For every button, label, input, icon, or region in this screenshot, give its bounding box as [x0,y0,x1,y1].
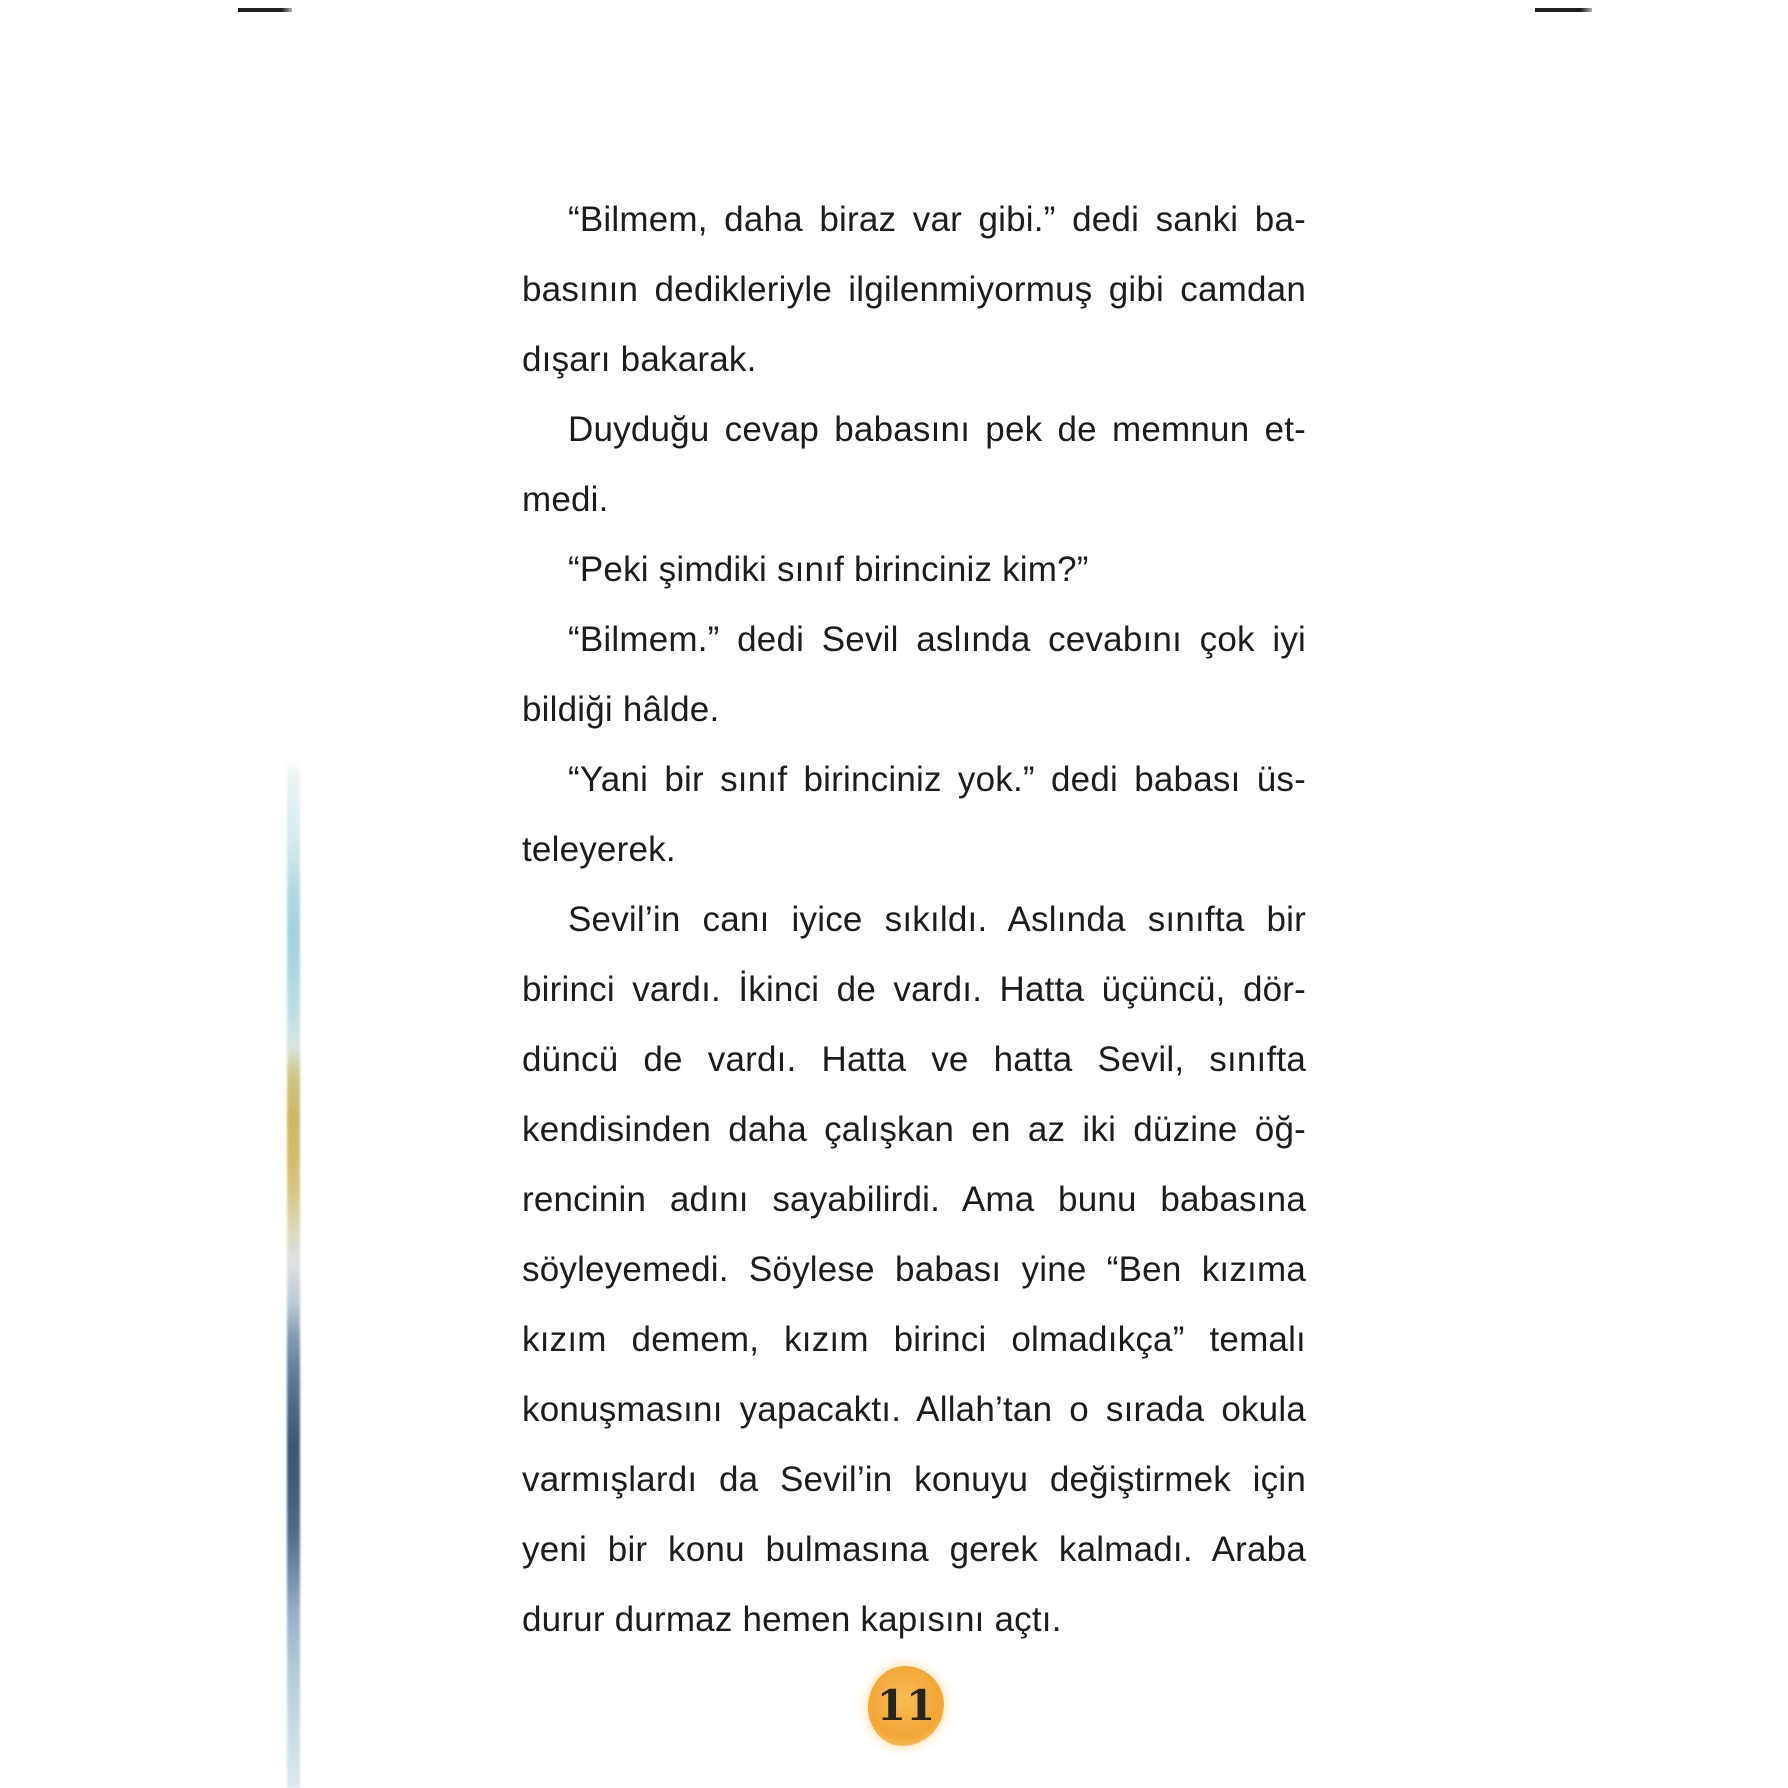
text-line: basının dedikleriyle ilgilenmiyormuş gibi camdan [522,270,1306,309]
text-line: söyleyemedi. Söylese babası yine “Ben kızıma [522,1250,1306,1289]
text-line: yeni bir konu bulmasına gerek kalmadı. Araba [522,1530,1306,1569]
text-line: “Peki şimdiki sınıf birinciniz kim?” [568,550,1089,589]
text-line: rencinin adını sayabilirdi. Ama bunu babasına [522,1180,1306,1219]
text-line: kendisinden daha çalışkan en az iki düzine öğ- [522,1110,1306,1149]
text-line: Sevil’in canı iyice sıkıldı. Aslında sınıfta bir [568,900,1306,939]
text-line: dışarı bakarak. [522,340,757,379]
text-line: düncü de vardı. Hatta ve hatta Sevil, sınıfta [522,1040,1306,1079]
text-block [522,185,1306,1655]
text-line: durur durmaz hemen kapısını açtı. [522,1600,1062,1639]
text-line: “Bilmem, daha biraz var gibi.” dedi sanki ba- [568,200,1306,239]
text-line: “Yani bir sınıf birinciniz yok.” dedi babası üs- [568,760,1306,799]
text-line: “Bilmem.” dedi Sevil aslında cevabını çok iyi [568,620,1306,659]
text-line: konuşmasını yapacaktı. Allah’tan o sırada okula [522,1390,1306,1429]
trim-mark-left [238,8,292,12]
text-line: Duyduğu cevap babasını pek de memnun et- [568,410,1306,449]
text-line: medi. [522,480,609,519]
text-line: birinci vardı. İkinci de vardı. Hatta üçüncü, dör- [522,970,1306,1009]
text-line: varmışlardı da Sevil’in konuyu değiştirmek için [522,1460,1306,1499]
page-number: 11 [876,1680,936,1730]
trim-mark-right [1535,8,1592,12]
text-line: kızım demem, kızım birinci olmadıkça” temalı [522,1320,1306,1359]
gutter-art-strip [287,757,300,1788]
text-line: bildiği hâlde. [522,690,720,729]
text-line: teleyerek. [522,830,676,869]
page-number-badge [868,1666,944,1746]
